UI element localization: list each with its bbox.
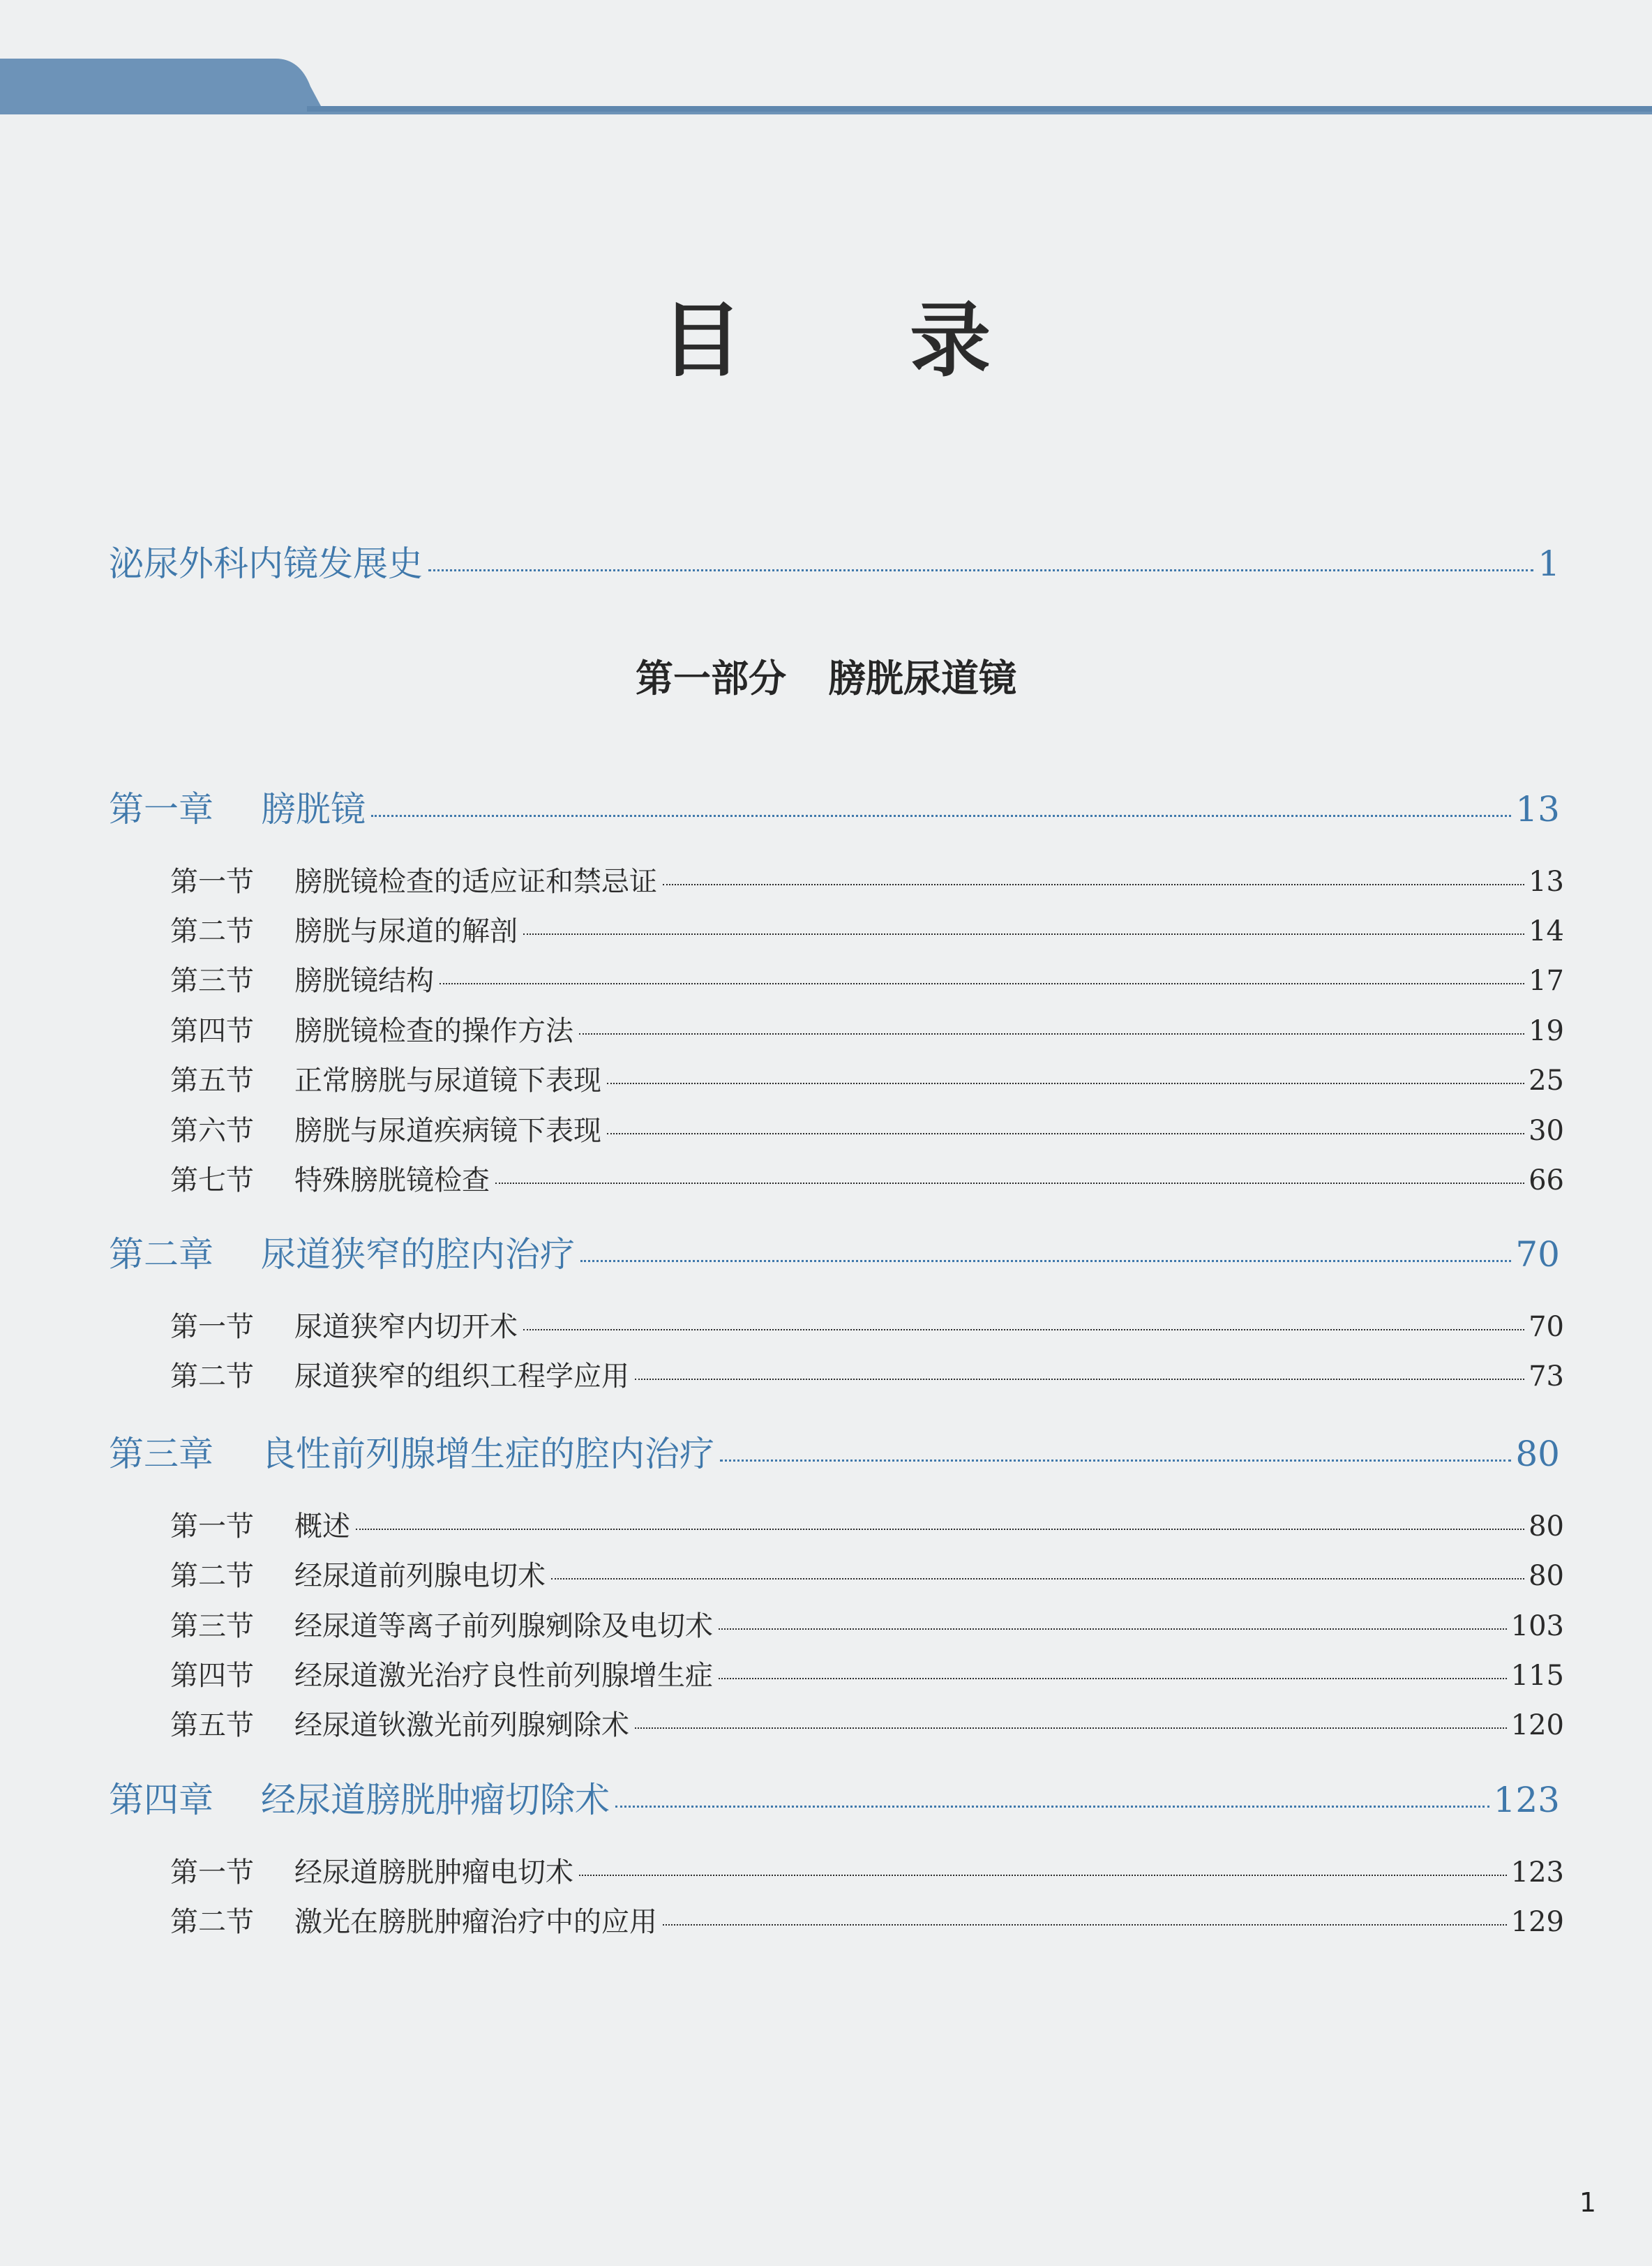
- section-page: 13: [1529, 866, 1564, 898]
- chapter-page: 70: [1515, 1234, 1560, 1275]
- page-title: 目 录: [661, 293, 1061, 388]
- toc-chapter-1[interactable]: [109, 781, 1560, 832]
- section-title: 尿道狭窄的组织工程学应用: [294, 1360, 629, 1393]
- section-page: 115: [1510, 1660, 1564, 1692]
- section-number: 第二节: [170, 1560, 254, 1592]
- dot-leader: [719, 1678, 1507, 1679]
- toc-section[interactable]: [170, 959, 1564, 998]
- section-number: 第二节: [170, 915, 254, 947]
- section-number: 第二节: [170, 1906, 254, 1938]
- section-title: 特殊膀胱镜检查: [294, 1164, 490, 1196]
- toc-section[interactable]: [170, 1305, 1564, 1344]
- section-number: 第七节: [170, 1164, 254, 1196]
- header-band: [0, 59, 1652, 114]
- part-name: 膀胱尿道镜: [828, 656, 1016, 700]
- section-title: 经尿道膀胱肿瘤电切术: [294, 1856, 573, 1889]
- toc-section[interactable]: [170, 1554, 1564, 1593]
- section-number: 第三节: [170, 965, 254, 997]
- chapter-number: 第三章: [109, 1434, 213, 1474]
- chapter-page: 80: [1515, 1434, 1560, 1474]
- section-number: 第五节: [170, 1709, 254, 1741]
- dot-leader: [607, 1083, 1524, 1084]
- toc-chapter-2[interactable]: [109, 1226, 1560, 1277]
- section-page: 129: [1510, 1906, 1564, 1938]
- section-number: 第一节: [170, 866, 254, 898]
- section-number: 第六节: [170, 1115, 254, 1147]
- toc-section[interactable]: [170, 1604, 1564, 1644]
- chapter-page: 13: [1515, 789, 1560, 830]
- section-page: 17: [1529, 965, 1564, 997]
- toc-section[interactable]: [170, 1109, 1564, 1148]
- section-title: 正常膀胱与尿道镜下表现: [294, 1065, 601, 1097]
- dot-leader: [551, 1578, 1524, 1580]
- section-number: 第三节: [170, 1610, 254, 1642]
- section-number: 第二节: [170, 1360, 254, 1393]
- toc-section[interactable]: [170, 909, 1564, 949]
- section-page: 19: [1529, 1015, 1564, 1047]
- toc-chapter-4[interactable]: [109, 1772, 1560, 1822]
- section-title: 膀胱镜检查的适应证和禁忌证: [294, 866, 657, 898]
- section-title: 膀胱与尿道疾病镜下表现: [294, 1115, 601, 1147]
- section-page: 103: [1510, 1610, 1564, 1642]
- chapter-page: 123: [1493, 1780, 1560, 1820]
- section-page: 123: [1510, 1856, 1564, 1889]
- toc-history-entry[interactable]: [109, 536, 1560, 586]
- section-page: 73: [1529, 1360, 1564, 1393]
- toc-section[interactable]: [170, 1009, 1564, 1049]
- toc-section[interactable]: [170, 1703, 1564, 1743]
- chapter-title: 尿道狭窄的腔内治疗: [261, 1234, 575, 1275]
- toc-section[interactable]: [170, 1900, 1564, 1939]
- dot-leader: [719, 1628, 1507, 1630]
- toc-section[interactable]: [170, 1504, 1564, 1544]
- section-page: 25: [1529, 1065, 1564, 1097]
- toc-section[interactable]: [170, 1354, 1564, 1394]
- section-number: 第五节: [170, 1065, 254, 1097]
- toc-section[interactable]: [170, 1058, 1564, 1098]
- chapter-number: 第二章: [109, 1234, 213, 1275]
- dot-leader: [495, 1183, 1524, 1184]
- dot-leader: [523, 933, 1524, 935]
- toc-section[interactable]: [170, 1653, 1564, 1693]
- chapter-number: 第一章: [109, 789, 213, 830]
- section-title: 经尿道激光治疗良性前列腺增生症: [294, 1660, 713, 1692]
- chapter-title: 经尿道膀胱肿瘤切除术: [261, 1780, 610, 1820]
- dot-leader: [371, 815, 1511, 817]
- dot-leader: [356, 1529, 1524, 1530]
- dot-leader: [615, 1806, 1489, 1808]
- section-title: 尿道狭窄内切开术: [294, 1311, 518, 1343]
- section-title: 膀胱镜结构: [294, 965, 434, 997]
- section-number: 第四节: [170, 1660, 254, 1692]
- section-title: 膀胱与尿道的解剖: [294, 915, 518, 947]
- section-number: 第一节: [170, 1311, 254, 1343]
- section-number: 第一节: [170, 1856, 254, 1889]
- dot-leader: [428, 569, 1533, 571]
- chapter-number: 第四章: [109, 1780, 213, 1820]
- section-page: 70: [1529, 1311, 1564, 1343]
- section-page: 14: [1529, 915, 1564, 947]
- section-page: 30: [1529, 1115, 1564, 1147]
- page-number: 1: [1579, 2187, 1596, 2218]
- dot-leader: [635, 1727, 1507, 1729]
- dot-leader: [663, 1924, 1507, 1926]
- section-number: 第一节: [170, 1510, 254, 1543]
- section-title: 经尿道前列腺电切术: [294, 1560, 546, 1592]
- section-title: 经尿道钬激光前列腺剜除术: [294, 1709, 629, 1741]
- toc-section[interactable]: [170, 860, 1564, 899]
- dot-leader: [720, 1460, 1511, 1462]
- section-page: 120: [1510, 1709, 1564, 1741]
- dot-leader: [579, 1875, 1507, 1876]
- section-title: 膀胱镜检查的操作方法: [294, 1015, 573, 1047]
- section-title: 概述: [294, 1510, 350, 1543]
- dot-leader: [663, 884, 1524, 885]
- dot-leader: [607, 1133, 1524, 1134]
- history-page: 1: [1538, 543, 1560, 584]
- section-page: 66: [1529, 1164, 1564, 1196]
- toc-section[interactable]: [170, 1158, 1564, 1198]
- section-title: 经尿道等离子前列腺剜除及电切术: [294, 1610, 713, 1642]
- part-title: [0, 649, 1652, 703]
- section-page: 80: [1529, 1510, 1564, 1543]
- toc-chapter-3[interactable]: [109, 1426, 1560, 1476]
- dot-leader: [579, 1033, 1524, 1035]
- dot-leader: [523, 1329, 1524, 1330]
- chapter-title: 良性前列腺增生症的腔内治疗: [261, 1434, 714, 1474]
- part-prefix: 第一部分: [636, 656, 786, 700]
- dot-leader: [635, 1379, 1524, 1380]
- history-label: 泌尿外科内镜发展史: [109, 543, 423, 584]
- section-page: 80: [1529, 1560, 1564, 1592]
- dot-leader: [580, 1260, 1511, 1262]
- toc-section[interactable]: [170, 1850, 1564, 1890]
- section-title: 激光在膀胱肿瘤治疗中的应用: [294, 1906, 657, 1938]
- chapter-title: 膀胱镜: [261, 789, 366, 830]
- dot-leader: [440, 983, 1524, 984]
- section-number: 第四节: [170, 1015, 254, 1047]
